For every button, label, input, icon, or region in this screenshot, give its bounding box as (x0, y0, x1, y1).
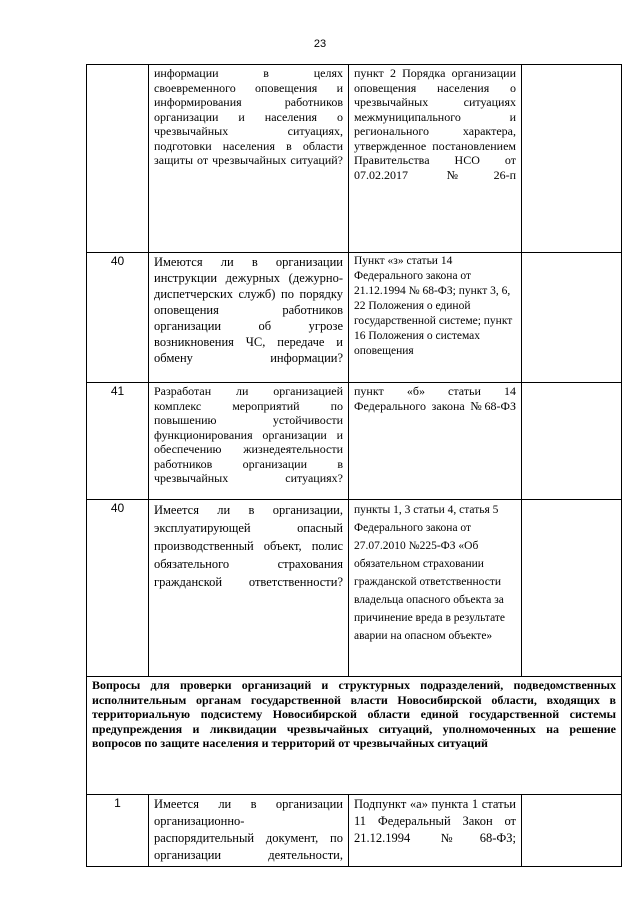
table-row (87, 253, 622, 383)
note-cell (522, 795, 622, 867)
section-heading: Вопросы для проверки организаций и структурных подразделений, подведомственных исполнительным органам государственной власти Новосибирской области, входящих в территориальную подсистему Новосибирской области единой государственной системы предупреждения и ликвидации чрезвычайных ситуаций, уполномоченных на решение вопросов по защите населения и территорий от чрезвычайных ситуаций (87, 677, 622, 795)
question-cell: Разработан ли организацией комплекс мероприятий по повышению устойчивости функционирования организации и обеспечению жизнедеятельности работников организации в чрезвычайных ситуациях? (149, 383, 349, 500)
section-heading-row (87, 677, 622, 795)
page-number: 23 (313, 38, 327, 50)
row-number: 1 (87, 795, 149, 867)
question-cell: информации в целях своевременного оповещения и информирования работников организации и населения о чрезвычайных ситуациях, подготовки населения в области защиты от чрезвычайных ситуаций? (149, 65, 349, 253)
question-cell: Имеется ли в организации организационно-распорядительный документ, по организации деятельности, (149, 795, 349, 867)
note-cell (522, 253, 622, 383)
legal-basis-cell: пункт «б» статьи 14 Федерального закона №68-ФЗ (349, 383, 522, 500)
legal-basis-cell: Пункт «з» статьи 14 Федерального закона от 21.12.1994 № 68-ФЗ; пункт 3, 6, 22 Положения о единой государственной системе; пункт 16 Положения о системах оповещения (349, 253, 522, 383)
row-number: 40 (87, 253, 149, 383)
legal-basis-cell: пункт 2 Порядка организации оповещения населения о чрезвычайных ситуациях межмуниципального и регионального характера, утвержденное постановлением Правительства НСО от 07.02.2017 №26-п (349, 65, 522, 253)
legal-basis-cell: Подпункт «а» пункта 1 статьи 11 Федеральный Закон от 21.12.1994 №68-ФЗ; (349, 795, 522, 867)
table-row (87, 795, 622, 867)
table-row (87, 65, 622, 253)
row-number: 41 (87, 383, 149, 500)
checklist-table (86, 64, 622, 867)
question-cell: Имеются ли в организации инструкции дежурных (дежурно-диспетчерских служб) по порядку оповещения работников организации об угрозе возникновения ЧС, передаче и обмену информации? (149, 253, 349, 383)
table-row (87, 500, 622, 677)
note-cell (522, 500, 622, 677)
table-row (87, 383, 622, 500)
legal-basis-cell: пункты 1, 3 статьи 4, статья 5 Федерального закона от 27.07.2010 №225-ФЗ «Об обязательном страховании гражданской ответственности владельца опасного объекта за причинение вреда в результате аварии на опасном объекте» (349, 500, 522, 677)
row-number (87, 65, 149, 253)
row-number: 40 (87, 500, 149, 677)
note-cell (522, 383, 622, 500)
note-cell (522, 65, 622, 253)
question-cell: Имеется ли в организации, эксплуатирующей опасный производственный объект, полис обязательного страхования гражданской ответственности? (149, 500, 349, 677)
